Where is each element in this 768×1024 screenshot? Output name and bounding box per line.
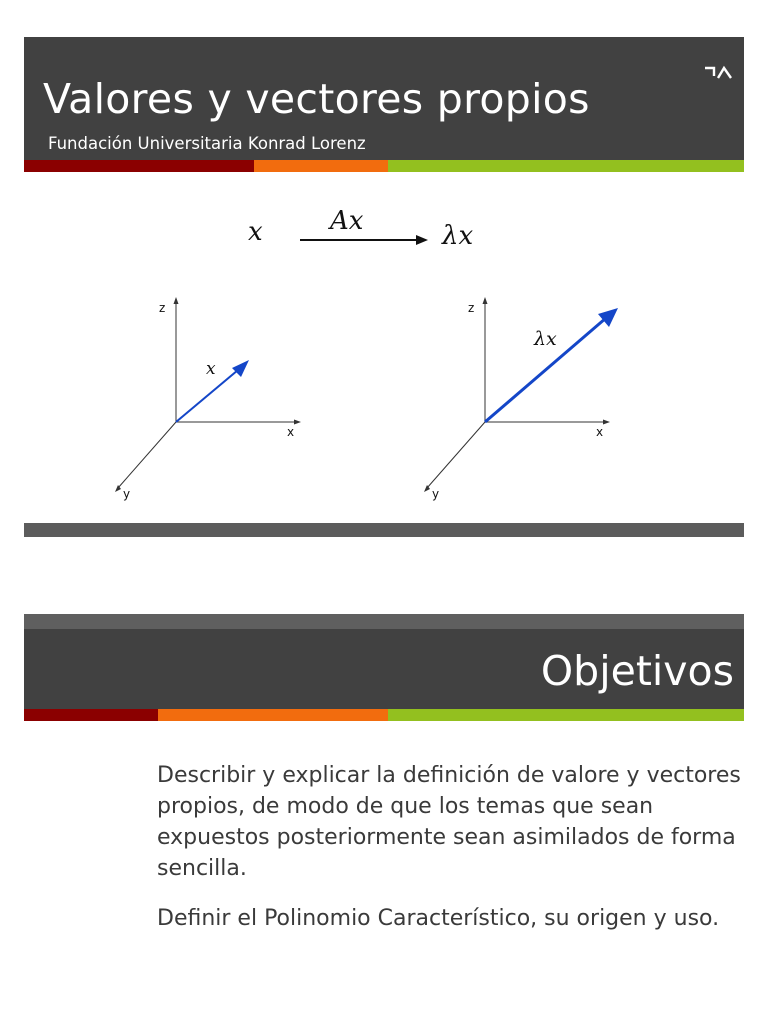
slide2-stripe-red — [24, 709, 158, 721]
left-vector-diagram — [100, 290, 320, 510]
slide1-stripe-red — [24, 160, 254, 172]
x-axis-arrow-icon — [294, 420, 301, 425]
vector-x-arrowhead-icon — [232, 360, 249, 377]
vector-lambda-x-label: λx — [534, 328, 557, 350]
slide2-header — [24, 629, 744, 709]
y-axis-label: y — [432, 487, 440, 501]
z-axis-label: z — [468, 301, 475, 315]
equation-input: x — [248, 217, 263, 247]
equation-transform: Ax — [330, 206, 364, 236]
z-axis-label: z — [159, 301, 166, 315]
z-axis-arrow-icon — [483, 297, 488, 304]
objectives-list — [157, 760, 747, 953]
slide1-title: Valores y vectores propios — [43, 75, 590, 123]
eigen-equation — [230, 195, 510, 265]
right-vector-diagram — [408, 290, 638, 510]
x-axis-label: x — [596, 425, 604, 439]
y-axis-label: y — [123, 487, 131, 501]
slide2-stripe-green — [388, 709, 744, 721]
slide1-subtitle: Fundación Universitaria Konrad Lorenz — [48, 134, 366, 153]
corner-mark-icon — [703, 64, 735, 86]
x-axis-arrow-icon — [603, 420, 610, 425]
slide1-stripe-orange — [254, 160, 388, 172]
objective-item: Describir y explicar la definición de valore y vectores propios, de modo de que los temas que sean expuestos posteriormente sean asimilados de forma sencilla. — [157, 763, 741, 881]
slide1-header — [24, 37, 744, 160]
vector-x-label: x — [206, 359, 216, 379]
slide2-title: Objetivos — [540, 647, 734, 695]
slide2-stripe-orange — [158, 709, 388, 721]
slide1-stripe-green — [388, 160, 744, 172]
equation-arrow-head — [416, 235, 428, 245]
x-axis-label: x — [287, 425, 295, 439]
slide1-bottom-bar — [24, 523, 744, 537]
y-axis — [118, 422, 176, 488]
slide2-top-bar — [24, 614, 744, 629]
z-axis-arrow-icon — [174, 297, 179, 304]
objective-item: Definir el Polinomio Característico, su origen y uso. — [157, 906, 720, 931]
y-axis — [427, 422, 485, 488]
equation-output: λx — [442, 221, 474, 251]
